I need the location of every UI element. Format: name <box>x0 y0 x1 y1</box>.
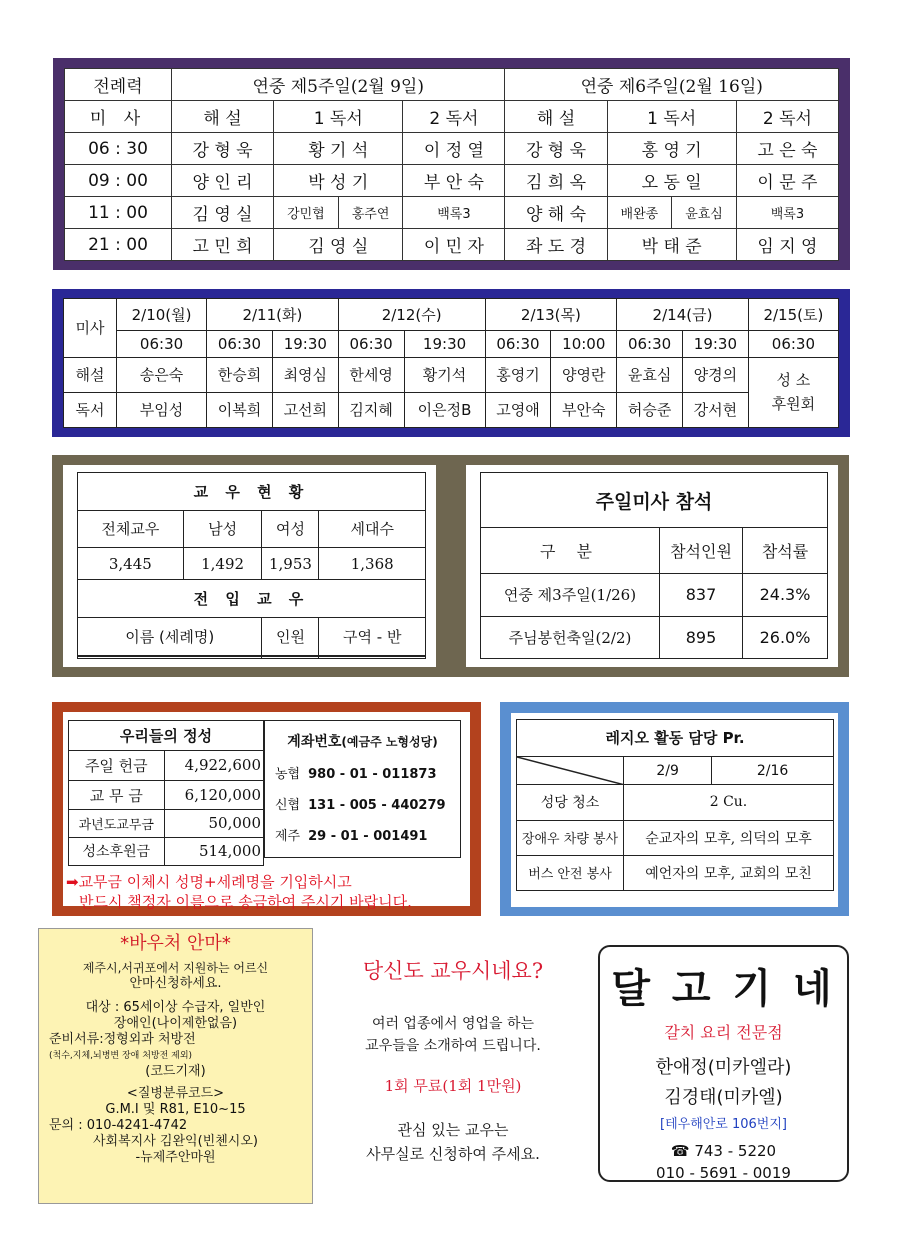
table-cell: 연중 제3주일(1/26) <box>481 574 660 616</box>
table-row <box>65 165 839 197</box>
table-cell: 김지혜 <box>338 392 404 427</box>
table-cell: 홍 영 기 <box>607 133 736 165</box>
offering-table <box>68 720 264 866</box>
liturgy-header-col: 전례력 <box>65 69 172 101</box>
shop-ad-box <box>598 945 849 1182</box>
table-header: 인원 <box>262 618 319 656</box>
table-cell: 837 <box>660 574 743 616</box>
promo-title: 당신도 교우시네요? <box>362 959 544 983</box>
subheader-reading1-2: 1 독서 <box>607 101 736 133</box>
mass-time: 06:30 <box>617 330 683 357</box>
table-cell: 임 지 영 <box>736 229 838 261</box>
account-title <box>265 731 460 751</box>
mass-time: 10:00 <box>551 330 617 357</box>
table-cell: 송은숙 <box>117 357 207 392</box>
subheader-reading2-1: 2 독서 <box>403 101 505 133</box>
mass-time: 06:30 <box>117 330 207 357</box>
table-cell <box>624 820 834 855</box>
table-cell: 배완종 <box>607 197 672 229</box>
table-row <box>517 820 834 855</box>
table-header: 세대수 <box>319 510 426 548</box>
table-cell: 백록3 <box>403 197 505 229</box>
table-header: 구 분 <box>481 528 660 574</box>
table-cell: 부임성 <box>117 392 207 427</box>
bank-name: 신협 <box>275 798 301 813</box>
mass-time: 06:30 <box>748 330 838 357</box>
table-cell: 부 안 숙 <box>403 165 505 197</box>
account-title-a: 계좌번호 <box>287 734 342 750</box>
voucher-line: 안마신청하세요. <box>129 976 222 991</box>
table-cell: 이 민 자 <box>403 229 505 261</box>
account-number: 131 - 005 - 440279 <box>308 798 446 813</box>
table-cell: 고선희 <box>272 392 338 427</box>
offering-title: 우리들의 정성 <box>69 721 264 751</box>
members-title: 교 우 현 황 <box>78 473 426 511</box>
table-row <box>69 750 264 780</box>
table-cell: 895 <box>660 616 743 658</box>
sunday-liturgy-table <box>64 68 839 261</box>
account-holder: (예금주 노형성당) <box>341 735 438 749</box>
table-cell: 강민협 <box>274 197 339 229</box>
table-cell: 황기석 <box>404 357 485 392</box>
diagonal-line <box>517 757 623 785</box>
subheader-reading1-1: 1 독서 <box>274 101 403 133</box>
day-header: 2/15(토) <box>748 299 838 331</box>
table-cell: 과년도교무금 <box>69 810 165 837</box>
diagonal-cell <box>517 756 624 785</box>
attendance-table <box>480 472 828 659</box>
mass-time: 19:30 <box>683 330 749 357</box>
table-row <box>64 357 839 392</box>
table-cell: 514,000 <box>164 837 263 865</box>
table-cell: 성당 청소 <box>517 785 624 820</box>
table-cell: 부안숙 <box>551 392 617 427</box>
offering-panel <box>52 702 481 916</box>
weekday-mass-table <box>63 298 839 428</box>
table-cell: 이은정B <box>404 392 485 427</box>
table-cell: 고영애 <box>485 392 551 427</box>
table-row <box>69 780 264 810</box>
legio-group: 순교자의 모후, <box>645 830 736 847</box>
table-cell <box>624 855 834 890</box>
table-cell: 양영란 <box>551 357 617 392</box>
table-header: 참석인원 <box>660 528 743 574</box>
shop-subtitle: 갈치 요리 전문점 <box>664 1023 783 1042</box>
table-cell: 이 문 주 <box>736 165 838 197</box>
members-attendance-panel <box>52 455 849 677</box>
legio-table <box>516 719 834 891</box>
table-cell: 이복희 <box>207 392 273 427</box>
table-row <box>481 574 828 616</box>
table-cell: 성소후원금 <box>69 837 165 865</box>
table-cell: 주님봉헌축일(2/2) <box>481 616 660 658</box>
bank-name: 제주 <box>275 829 301 844</box>
account-row <box>275 794 460 813</box>
note-line-2: 반드시 책정자 이름으로 송금하여 주시기 바랍니다. <box>79 893 412 911</box>
bank-name: 농협 <box>275 767 301 782</box>
table-cell: 6,120,000 <box>164 780 263 810</box>
table-cell: 고 민 희 <box>172 229 274 261</box>
table-header: 구역 - 반 <box>319 618 426 656</box>
account-row <box>275 763 460 782</box>
sat-group-cell: 성 소 후원회 <box>748 357 838 427</box>
table-cell: 50,000 <box>164 810 263 837</box>
table-row <box>481 616 828 658</box>
voucher-line: <질병분류코드> <box>126 1086 225 1101</box>
day-header: 2/10(월) <box>117 299 207 331</box>
date-header: 2/16 <box>712 756 834 785</box>
shop-name: 달 고 기 네 <box>611 966 836 1012</box>
table-cell: 박 성 기 <box>274 165 403 197</box>
voucher-line: 제주시,서귀포에서 지원하는 어르신 <box>82 961 269 975</box>
table-cell: 1,492 <box>183 548 262 580</box>
sunday-liturgy-panel <box>53 58 850 270</box>
promo-line: 여러 업종에서 영업을 하는 <box>371 1016 535 1032</box>
offering-note <box>63 872 470 912</box>
table-cell: 최영심 <box>272 357 338 392</box>
shop-phone: ☎ 743 - 5220 <box>670 1142 777 1160</box>
table-row <box>65 229 839 261</box>
table-cell: 박 태 준 <box>607 229 736 261</box>
day-header: 2/11(화) <box>207 299 339 331</box>
table-cell: 이 정 열 <box>403 133 505 165</box>
legio-group: 의덕의 모후 <box>739 830 812 847</box>
date-header: 2/9 <box>624 756 712 785</box>
mass-time: 06 : 30 <box>65 133 172 165</box>
voucher-line: -뉴제주안마원 <box>135 1150 216 1165</box>
account-number: 29 - 01 - 001491 <box>308 829 428 844</box>
mass-time: 06:30 <box>338 330 404 357</box>
table-cell: 황 기 석 <box>274 133 403 165</box>
table-cell: 1,368 <box>319 548 426 580</box>
legio-panel <box>500 702 849 916</box>
promo-line: 1회 무료(1회 1만원) <box>384 1077 522 1095</box>
table-cell: 김 영 실 <box>172 197 274 229</box>
legio-group: 교회의 모친 <box>739 865 812 882</box>
table-header: 참석률 <box>743 528 828 574</box>
shop-mobile: 010 - 5691 - 0019 <box>656 1164 791 1182</box>
table-row <box>65 133 839 165</box>
table-cell: 김 영 실 <box>274 229 403 261</box>
attendance-box <box>466 465 838 667</box>
subheader-reading2-2: 2 독서 <box>736 101 838 133</box>
shop-owner: 한애정(미카엘라) <box>655 1057 792 1078</box>
table-row <box>517 855 834 890</box>
voucher-box <box>38 928 313 1204</box>
table-cell: 김 희 옥 <box>505 165 607 197</box>
label-mass: 미사 <box>64 299 117 358</box>
promo-line: 교우들을 소개하여 드립니다. <box>365 1038 541 1054</box>
note-line-1: ➡교무금 이체시 성명+세례명을 기입하시고 <box>66 873 352 891</box>
table-cell: 주일 헌금 <box>69 750 165 780</box>
table-cell: 양 인 리 <box>172 165 274 197</box>
voucher-line: (코드기재) <box>145 1064 206 1079</box>
label-reading: 독서 <box>64 392 117 427</box>
table-row <box>64 392 839 427</box>
voucher-line: 준비서류:정형외과 처방전 <box>49 1032 196 1047</box>
table-cell: 홍영기 <box>485 357 551 392</box>
day-header: 2/13(목) <box>485 299 617 331</box>
table-cell: 한승희 <box>207 357 273 392</box>
table-cell: 오 동 일 <box>607 165 736 197</box>
table-cell: 장애우 차량 봉사 <box>517 820 624 855</box>
table-cell: 한세영 <box>338 357 404 392</box>
table-cell: 강서현 <box>683 392 749 427</box>
promo-box <box>318 955 588 1175</box>
table-cell: 3,445 <box>78 548 184 580</box>
mass-time: 06:30 <box>485 330 551 357</box>
account-box <box>264 720 461 858</box>
table-cell: 2 Cu. <box>624 785 834 820</box>
table-header: 전체교우 <box>78 510 184 548</box>
table-cell: 허승준 <box>617 392 683 427</box>
subheader-commentary-2: 해 설 <box>505 101 607 133</box>
account-number: 980 - 01 - 011873 <box>308 767 437 782</box>
table-cell: 좌 도 경 <box>505 229 607 261</box>
table-cell: 윤효심 <box>672 197 737 229</box>
day-header: 2/12(수) <box>338 299 485 331</box>
table-cell: 백록3 <box>736 197 838 229</box>
table-cell: 양 해 숙 <box>505 197 607 229</box>
voucher-line: 사회복지사 김완익(빈첸시오) <box>93 1134 258 1149</box>
table-cell: 강 형 욱 <box>505 133 607 165</box>
table-cell: 강 형 욱 <box>172 133 274 165</box>
voucher-title: *바우처 안마* <box>120 933 231 954</box>
table-cell: 버스 안전 봉사 <box>517 855 624 890</box>
subheader-commentary-1: 해 설 <box>172 101 274 133</box>
week1-header: 연중 제5주일(2월 9일) <box>172 69 505 101</box>
attendance-title: 주일미사 참석 <box>481 473 828 528</box>
table-row <box>69 837 264 865</box>
day-header: 2/14(금) <box>617 299 749 331</box>
table-cell: 양경의 <box>683 357 749 392</box>
newcomer-title: 전 입 교 우 <box>78 580 426 618</box>
promo-line: 사무실로 신청하여 주세요. <box>366 1145 540 1163</box>
table-row <box>78 657 426 659</box>
label-commentary: 해설 <box>64 357 117 392</box>
voucher-line: 문의 : 010-4241-4742 <box>49 1118 188 1133</box>
table-header: 여성 <box>262 510 319 548</box>
mass-time: 11 : 00 <box>65 197 172 229</box>
mass-time: 09 : 00 <box>65 165 172 197</box>
table-cell: 4,922,600 <box>164 750 263 780</box>
shop-address: [테우해안로 106번지] <box>660 1117 787 1132</box>
voucher-line: 대상 : 65세이상 수급자, 일반인 <box>85 1000 266 1015</box>
legio-group: 예언자의 모후, <box>645 865 736 882</box>
voucher-line: 장애인(나이제한없음) <box>113 1016 238 1031</box>
table-cell: 1,953 <box>262 548 319 580</box>
table-header: 남성 <box>183 510 262 548</box>
table-cell: 교 무 금 <box>69 780 165 810</box>
account-row <box>275 825 460 844</box>
table-cell: 24.3% <box>743 574 828 616</box>
members-table <box>77 472 426 659</box>
weekday-mass-panel <box>52 289 850 437</box>
members-box <box>63 465 436 667</box>
table-cell: 고 은 숙 <box>736 133 838 165</box>
table-row <box>65 197 839 229</box>
table-row <box>69 810 264 837</box>
voucher-line: G.M.I 및 R81, E10~15 <box>105 1102 246 1117</box>
mass-time: 06:30 <box>207 330 273 357</box>
week2-header: 연중 제6주일(2월 16일) <box>505 69 839 101</box>
table-header: 이름 (세례명) <box>78 618 262 656</box>
table-row <box>517 785 834 820</box>
table-cell: 26.0% <box>743 616 828 658</box>
promo-line: 관심 있는 교우는 <box>397 1121 509 1139</box>
mass-time: 19:30 <box>272 330 338 357</box>
mass-time: 21 : 00 <box>65 229 172 261</box>
table-cell: 홍주연 <box>338 197 403 229</box>
shop-owner: 김경태(미카엘) <box>664 1087 783 1108</box>
legio-title: 레지오 활동 담당 Pr. <box>517 720 834 757</box>
table-cell: 윤효심 <box>617 357 683 392</box>
subheader-mass: 미 사 <box>65 101 172 133</box>
voucher-line: (척수,지체,뇌병변 장애 처방전 제외) <box>49 1051 193 1061</box>
mass-time: 19:30 <box>404 330 485 357</box>
